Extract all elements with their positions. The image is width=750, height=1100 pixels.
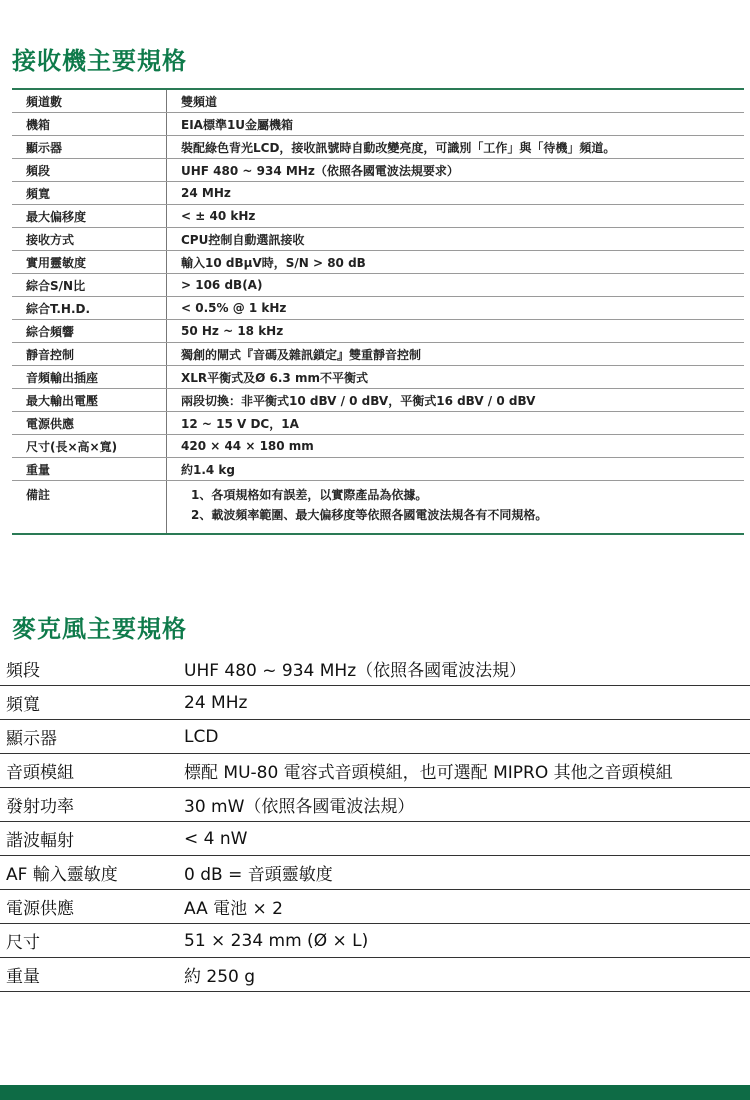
spec-value: < 0.5% @ 1 kHz [167, 297, 745, 320]
spec-label: 頻寬 [12, 182, 167, 205]
spec-label: 音頻輸出插座 [12, 366, 167, 389]
spec-value: 30 mW（依照各國電波法規） [184, 788, 750, 822]
spec-row [0, 856, 750, 890]
spec-row [0, 788, 750, 822]
spec-row [0, 958, 750, 992]
spec-label: 重量 [0, 958, 184, 992]
spec-row [0, 720, 750, 754]
spec-label: 綜合T.H.D. [12, 297, 167, 320]
footer-bar [0, 1085, 750, 1100]
spec-value: 輸入10 dBμV時，S/N > 80 dB [167, 251, 745, 274]
spec-row [12, 343, 744, 366]
spec-row [12, 113, 744, 136]
spec-label: 靜音控制 [12, 343, 167, 366]
spec-row [12, 89, 744, 113]
spec-value: > 106 dB(A) [167, 274, 745, 297]
spec-row [12, 182, 744, 205]
spec-value: XLR平衡式及Ø 6.3 mm不平衡式 [167, 366, 745, 389]
spec-label: 綜合頻響 [12, 320, 167, 343]
spec-value: AA 電池 × 2 [184, 890, 750, 924]
spec-value: 獨創的閘式『音碼及雜訊鎖定』雙重靜音控制 [167, 343, 745, 366]
spec-row [12, 297, 744, 320]
spec-label: 最大輸出電壓 [12, 389, 167, 412]
spec-value: 約1.4 kg [167, 458, 745, 481]
spec-value: EIA標準1U金屬機箱 [167, 113, 745, 136]
spec-label: 頻道數 [12, 89, 167, 113]
spec-label: 最大偏移度 [12, 205, 167, 228]
spec-value: < 4 nW [184, 822, 750, 856]
spec-label: AF 輸入靈敏度 [0, 856, 184, 890]
spec-value: 約 250 g [184, 958, 750, 992]
spec-value: 24 MHz [167, 182, 745, 205]
notes-value [167, 481, 745, 535]
spec-row [12, 389, 744, 412]
spec-label: 實用靈敏度 [12, 251, 167, 274]
spec-value: UHF 480 ~ 934 MHz（依照各國電波法規） [184, 652, 750, 686]
spec-row [12, 159, 744, 182]
spec-value: 24 MHz [184, 686, 750, 720]
spec-value: 兩段切換：非平衡式10 dBV / 0 dBV，平衡式16 dBV / 0 dBV [167, 389, 745, 412]
spec-label: 頻段 [12, 159, 167, 182]
spec-label: 頻寬 [0, 686, 184, 720]
note-line: 2、載波頻率範圍、最大偏移度等依照各國電波法規各有不同規格。 [191, 508, 548, 522]
notes-label: 備註 [12, 481, 167, 535]
spec-label: 電源供應 [0, 890, 184, 924]
spec-value: 50 Hz ~ 18 kHz [167, 320, 745, 343]
spec-row [12, 205, 744, 228]
spec-value: 420 × 44 × 180 mm [167, 435, 745, 458]
spec-row [12, 228, 744, 251]
spec-label: 發射功率 [0, 788, 184, 822]
spec-row [12, 458, 744, 481]
spec-row [12, 136, 744, 159]
spec-label: 顯示器 [0, 720, 184, 754]
note-line: 1、各項規格如有誤差，以實際產品為依據。 [191, 488, 428, 502]
spec-row [12, 412, 744, 435]
spec-value: 標配 MU-80 電容式音頭模組，也可選配 MIPRO 其他之音頭模組 [184, 754, 750, 788]
spec-value: CPU控制自動選訊接收 [167, 228, 745, 251]
notes-row [12, 481, 744, 535]
spec-row [12, 320, 744, 343]
spec-label: 重量 [12, 458, 167, 481]
spec-value: 51 × 234 mm (Ø × L) [184, 924, 750, 958]
spec-label: 電源供應 [12, 412, 167, 435]
spec-value: 0 dB = 音頭靈敏度 [184, 856, 750, 890]
spec-label: 接收方式 [12, 228, 167, 251]
microphone-specs-table [0, 652, 750, 992]
spec-label: 尺寸 [0, 924, 184, 958]
spec-label: 綜合S/N比 [12, 274, 167, 297]
spec-label: 諧波輻射 [0, 822, 184, 856]
receiver-specs-title: 接收機主要規格 [12, 47, 187, 75]
spec-row [12, 251, 744, 274]
spec-label: 尺寸(長×高×寬) [12, 435, 167, 458]
spec-row [0, 924, 750, 958]
spec-label: 顯示器 [12, 136, 167, 159]
spec-row [0, 686, 750, 720]
spec-label: 機箱 [12, 113, 167, 136]
spec-value: 12 ~ 15 V DC，1A [167, 412, 745, 435]
spec-row [12, 435, 744, 458]
spec-row [0, 822, 750, 856]
spec-row [12, 366, 744, 389]
spec-label: 音頭模組 [0, 754, 184, 788]
receiver-specs-table [12, 88, 744, 535]
spec-value: < ± 40 kHz [167, 205, 745, 228]
spec-value: UHF 480 ~ 934 MHz（依照各國電波法規要求） [167, 159, 745, 182]
spec-row [12, 274, 744, 297]
spec-value: LCD [184, 720, 750, 754]
spec-row [0, 754, 750, 788]
microphone-specs-title: 麥克風主要規格 [12, 615, 187, 643]
spec-label: 頻段 [0, 652, 184, 686]
spec-row [0, 890, 750, 924]
spec-value: 雙頻道 [167, 89, 745, 113]
spec-value: 裝配綠色背光LCD，接收訊號時自動改變亮度，可識別「工作」與「待機」頻道。 [167, 136, 745, 159]
spec-row [0, 652, 750, 686]
